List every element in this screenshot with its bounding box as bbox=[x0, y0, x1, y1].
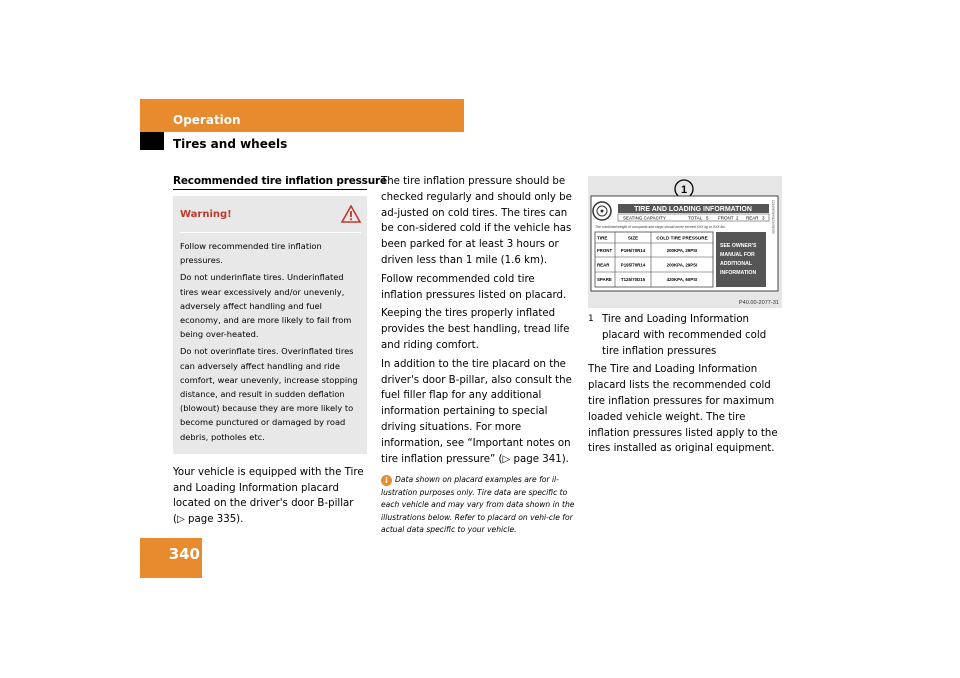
front-label: FRONT bbox=[718, 215, 734, 221]
tire-icon bbox=[593, 202, 611, 220]
placard-illustration bbox=[588, 176, 782, 308]
callout-item-number: 1 bbox=[588, 314, 594, 324]
subsection-title: Tires and wheels bbox=[173, 137, 288, 151]
see-manual-line: SEE OWNER'S bbox=[720, 243, 757, 249]
column-left bbox=[173, 175, 387, 528]
header-corner-block bbox=[140, 132, 164, 150]
warning-paragraph: Do not underinflate tires. Underinflated tires wear excessively and/or unevenly, adversely affect handling and fuel economy, and are more likely to fail from being over-heated. bbox=[180, 272, 352, 340]
table-cell: T125/70D15 bbox=[620, 277, 646, 282]
placard-figure bbox=[588, 176, 782, 308]
callout-item-text: Tire and Loading Information placard with recommended cold tire inflation pressures bbox=[602, 314, 767, 357]
see-manual-box bbox=[716, 232, 766, 287]
pressure-table bbox=[595, 232, 713, 287]
figure-code: P40.00-2077-31 bbox=[738, 300, 779, 306]
body-paragraph: The Tire and Loading Information placard lists the recommended cold tire inflation pressures for maximum loaded vehicle weight. The tire inflation pressures listed apply to the tires installed as original equipment. bbox=[588, 364, 778, 455]
section-title: Operation bbox=[173, 113, 241, 127]
body-paragraph: The tire inflation pressure should be checked regularly and should only be ad-justed on cold tires. The tires can be con-sidered cold if the vehicle has been parked for at least 3 hours or driven less than 1 mile (1.6 km). bbox=[381, 176, 572, 266]
body-paragraph: Your vehicle is equipped with the Tire and Loading Information placard located on the driver's door B-pillar (▷ page 335). bbox=[173, 466, 364, 526]
total-value: 5 bbox=[706, 215, 709, 221]
table-cell: P195/70R14 bbox=[620, 248, 646, 253]
rear-value: 3 bbox=[762, 215, 765, 221]
table-cell: FRONT bbox=[597, 248, 613, 253]
callout-item bbox=[588, 312, 782, 359]
table-header-size: SIZE bbox=[627, 235, 639, 241]
body-paragraph: In addition to the tire placard on the driver's door B-pillar, also consult the fuel filler flap for any additional information pertaining to special driving situations. For more information, see “Important notes on tire inflation pressure” (▷ page 341). bbox=[381, 358, 572, 465]
info-note bbox=[381, 474, 577, 536]
column-middle bbox=[381, 174, 577, 536]
warning-paragraph: Follow recommended tire inflation pressures. bbox=[180, 241, 322, 266]
table-cell: 200KPA, 29PSI bbox=[666, 248, 698, 253]
table-cell: 200KPA, 29PSI bbox=[666, 262, 698, 268]
info-icon: i bbox=[381, 475, 392, 486]
see-manual-line: ADDITIONAL bbox=[720, 261, 752, 267]
see-manual-line: MANUAL FOR bbox=[720, 252, 755, 258]
rear-label: REAR bbox=[746, 215, 759, 221]
seating-capacity-label: SEATING CAPACITY bbox=[623, 215, 666, 221]
front-value: 2 bbox=[736, 215, 739, 221]
see-manual-line: INFORMATION bbox=[720, 270, 757, 276]
table-cell: SPARE bbox=[597, 277, 612, 282]
warning-header bbox=[180, 205, 361, 233]
placard-side-code: 1234567890123456789 bbox=[771, 200, 775, 234]
weight-notice: The combined weight of occupants and cargo should never exceed XXX kg or XXX lbs. bbox=[595, 225, 726, 229]
table-cell: REAR bbox=[597, 262, 610, 268]
info-note-text: Data shown on placard examples are for il-lustration purposes only. Tire data are specific to each vehicle and may vary from data shown in the illustrations below. Refer to placard on vehi-cle for actual data specific to your vehicle. bbox=[381, 475, 575, 534]
warning-triangle-icon bbox=[341, 205, 361, 223]
table-header-pressure: COLD TIRE PRESSURE bbox=[656, 235, 708, 241]
section-heading: Recommended tire inflation pressure bbox=[173, 175, 367, 190]
column-right bbox=[588, 176, 782, 457]
body-paragraph: Keeping the tires properly inflated provides the best handling, tread life and riding comfort. bbox=[381, 308, 570, 351]
warning-paragraph: Do not overinflate tires. Overinflated tires can adversely affect handling and ride comfort, wear unevenly, increase stopping distance, and result in sudden deflation (blowout) because they are more likely to become punctured or damaged by road debris, potholes etc. bbox=[180, 346, 358, 442]
warning-title: Warning! bbox=[180, 208, 232, 220]
table-header-tire: TIRE bbox=[597, 235, 608, 241]
callout-number: 1 bbox=[680, 184, 688, 196]
table-cell: P195/70R14 bbox=[620, 262, 646, 268]
page-number: 340 bbox=[168, 545, 200, 563]
total-label: TOTAL bbox=[688, 215, 703, 221]
warning-box bbox=[173, 196, 367, 454]
body-paragraph: Follow recommended cold tire inflation pressures listed on placard. bbox=[381, 273, 567, 301]
placard-title: TIRE AND LOADING INFORMATION bbox=[634, 206, 752, 213]
table-cell: 420KPA, 60PSI bbox=[666, 277, 698, 282]
